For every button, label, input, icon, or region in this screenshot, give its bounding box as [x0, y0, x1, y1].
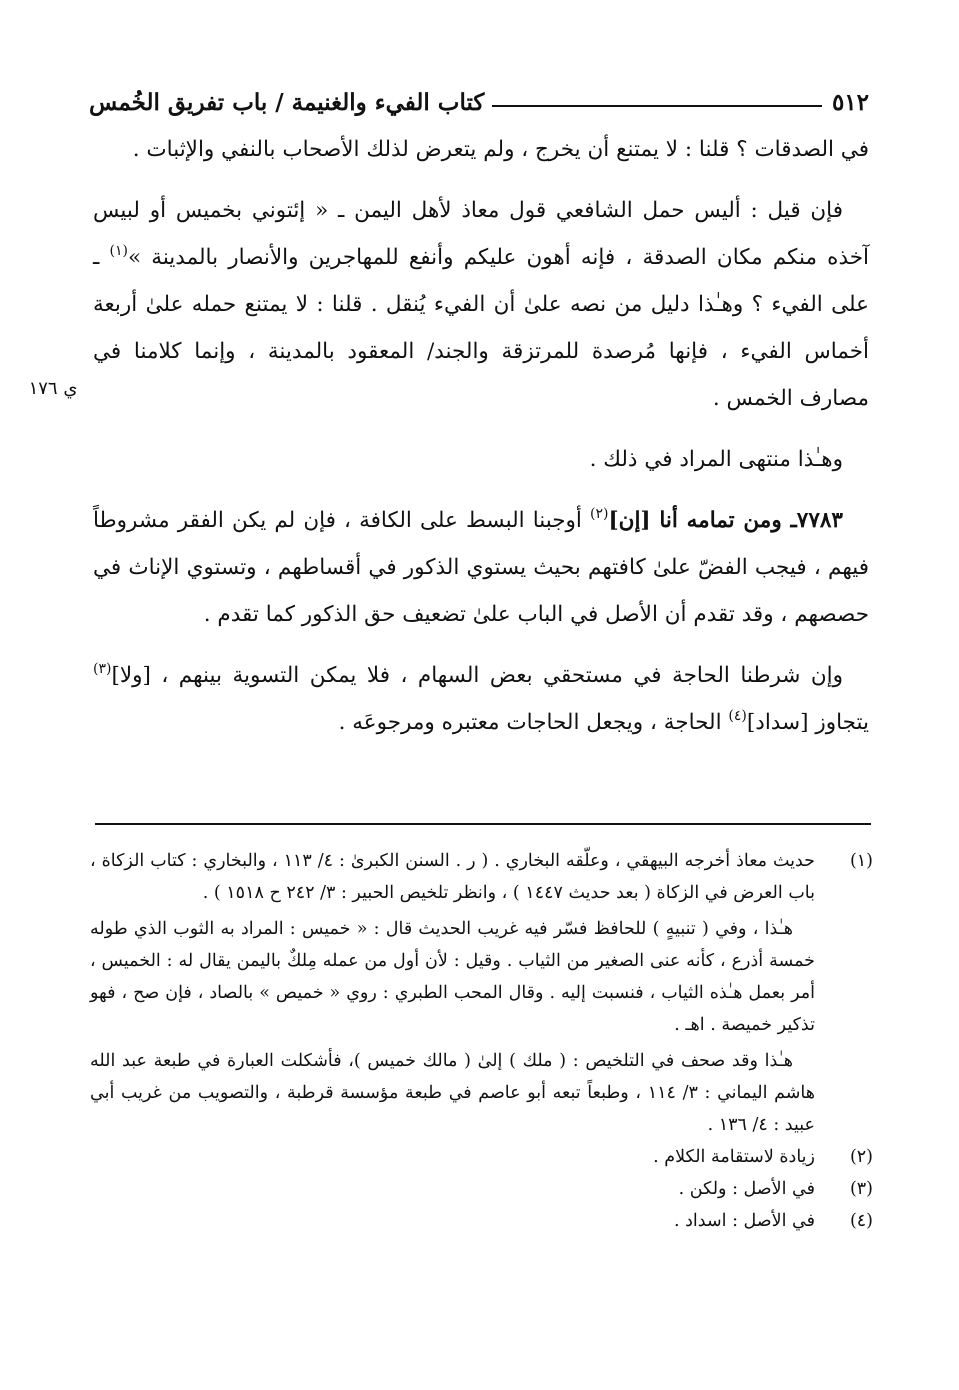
footnote: (٣) في الأصل : ولكن .: [678, 1179, 873, 1199]
page-header: [89, 72, 869, 116]
paragraph: فإن قيل : أليس حمل الشافعي قول معاذ لأهل اليمن ـ « إئتوني بخميس أو لبيس آخذه منكم مكان الصدقة ، فإنه أهون عليكم وأنفع للمهاجرين والأنصار بالمدينة »$^{(١)}$ ـ على الفيء ؟ وهـٰذا دليل من نصه علىٰ أن الفيء يُنقل . قلنا : لا يمتنع حمله علىٰ أربعة أخماس الفيء ، فإنها مُرصدة للمرتزقة والجند/ المعقود بالمدينة ، وإنما كلامنا في مصارف الخمس .: [93, 198, 869, 411]
footnotes: [90, 845, 873, 1237]
footnote-ref: (٢): [590, 506, 609, 522]
running-title: كتاب الفيء والغنيمة / باب تفريق الخُمس: [89, 89, 485, 116]
footnote-ref: (٣): [93, 661, 112, 677]
footnote-separator: [95, 823, 871, 825]
footnote-ref: (٤): [728, 708, 747, 724]
margin-note: ي ١٧٦: [28, 378, 78, 399]
paragraph: ٧٧٨٣ـ ومن تمامه أنا [إن]$^{(٢)}$ أوجبنا البسط على الكافة ، فإن لم يكن الفقر مشروطاً فيهم ، فيجب الفضّ علىٰ كافتهم بحيث يستوي الذكور في أقساطهم ، وتستوي الإناث في حصصهم ، وقد تقدم أن الأصل في الباب علىٰ تضعيف حق الذكور كما تقدم .: [93, 506, 869, 627]
footnote-ref: (١): [109, 243, 128, 259]
page-number: ٥١٢: [831, 89, 869, 116]
footnote: (١) حديث معاذ أخرجه البيهقي ، وعلّقه البخاري . ( ر . السنن الكبرىٰ : ٤/ ١١٣ ، والبخاري : كتاب الزكاة ، باب العرض في الزكاة ( بعد حديث ١٤٤٧ ) ، وانظر تلخيص الحبير : ٣/ ٢٤٢ ح ١٥١٨ ) . هـٰذا ، وفي ( تنبيهٍ ) للحافظ فسّر فيه غريب الحديث قال : « خميس : المراد به الثوب الذي طوله خمسة أذرع ، كأنه عنى الصغير من الثياب . وقيل : لأن أول من عمله مِلكٌ باليمن يقال له : الخميس ، أمر بعمل هـٰذه الثياب ، فنسبت إليه . وقال المحب الطبري : روي « خميص » بالصاد ، فإن صح ، فهو تذكير خميصة . اهـ . هـٰذا وقد صحف في التلخيص : ( ملك ) إلىٰ ( مالك خميس )، فأشكلت العبارة في طبعة عبد الله هاشم اليماني : ٣/ ١١٤ ، وطبعاً تبعه أبو عاصم في طبعة مؤسسة قرطبة ، والتصويب من غريب أبي عبيد : ٤/ ١٣٦ .: [90, 851, 873, 1135]
paragraph: في الصدقات ؟ قلنا : لا يمتنع أن يخرج ، ولم يتعرض لذلك الأصحاب بالنفي والإثبات .: [132, 137, 869, 162]
main-text: [93, 126, 869, 746]
footnote: (٢) زيادة لاستقامة الكلام .: [653, 1147, 873, 1167]
footnote: (٤) في الأصل : اسداد .: [674, 1211, 873, 1231]
paragraph: وهـٰذا منتهى المراد في ذلك .: [589, 447, 843, 472]
paragraph: وإن شرطنا الحاجة في مستحقي بعض السهام ، فلا يمكن التسوية بينهم ، [ولا]$^{(٣)}$ يتجاوز [سداد]$^{(٤)}$ الحاجة ، ويجعل الحاجات معتبره ومرجوعَه .: [93, 661, 869, 735]
header-rule: [492, 105, 822, 107]
